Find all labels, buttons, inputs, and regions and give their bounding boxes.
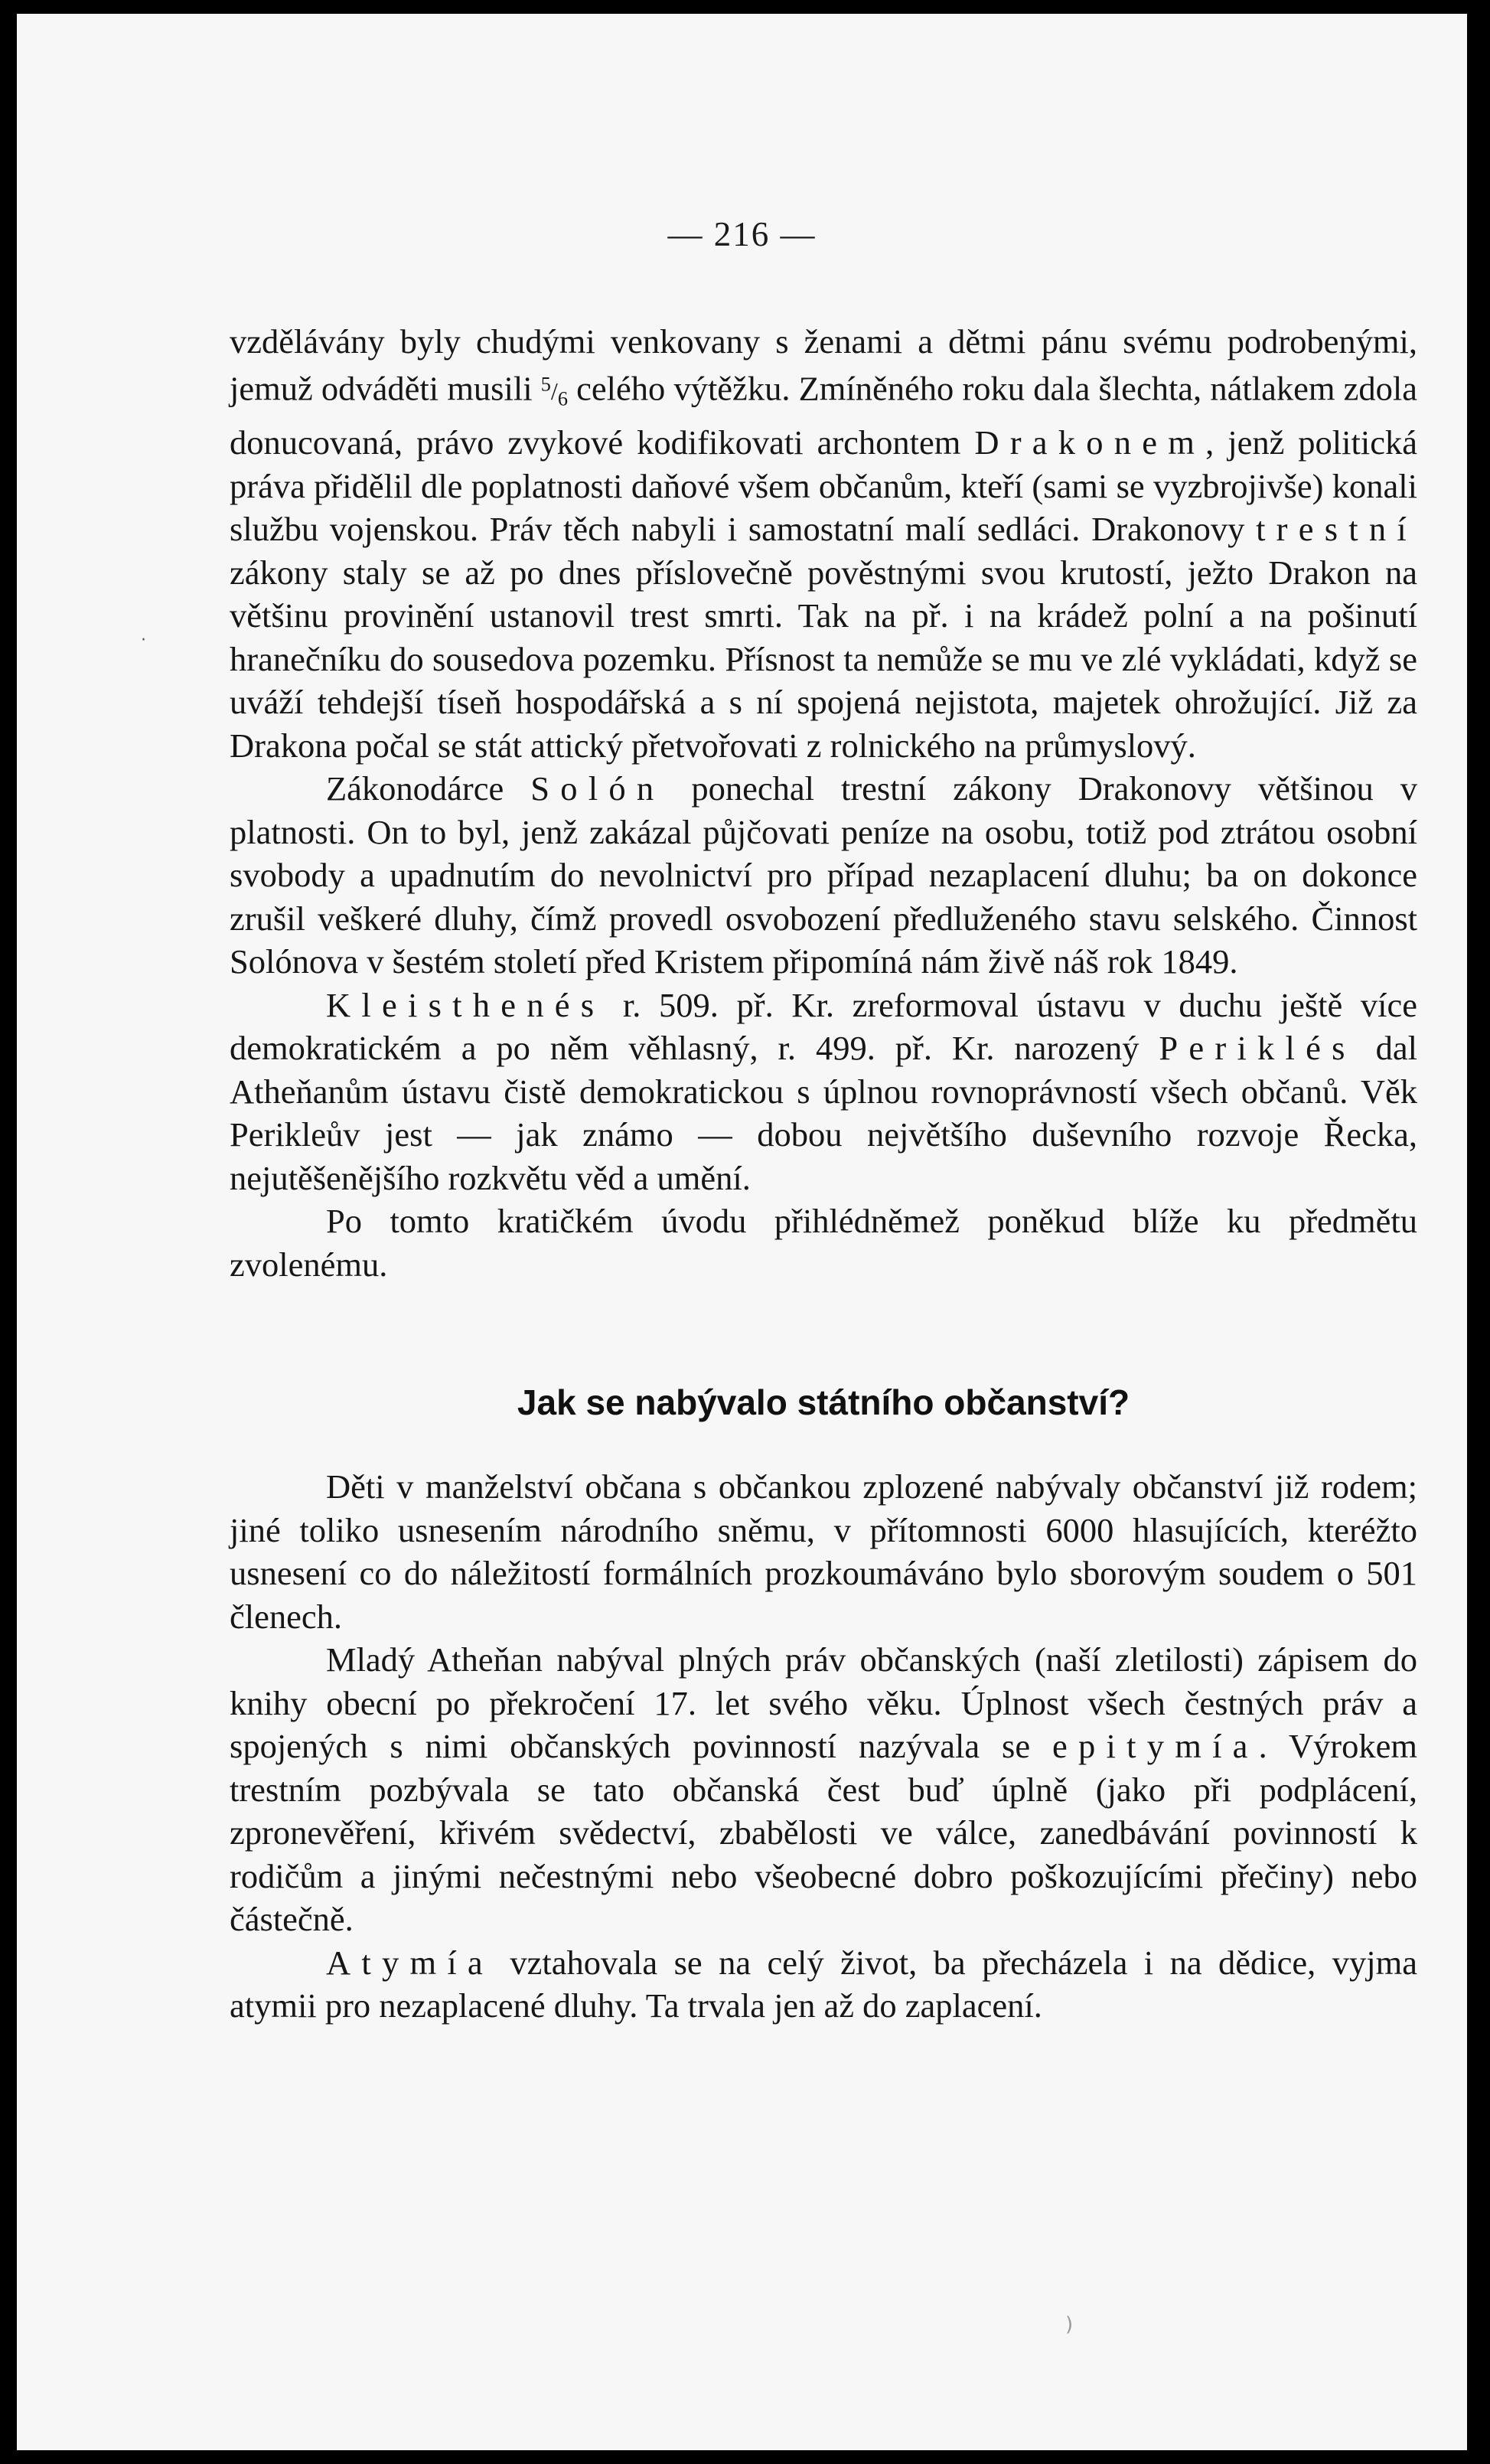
text-run: zákony staly se až po dnes příslovečně pověstnými svou krutostí, ježto Drakon na většinu provinění ustanovil trest smrti. Tak na př. i na krádež polní a na pošinutí hranečníku do sousedova pozemku. Přísnost ta nemůže se mu ve zlé vykládati, když se uváží tehdejší tíseň hospodářská a s ní spojená nejistota, majetek ohrožující. Již za Drakona počal se stát attický přetvořovati z rolnického na průmyslový. — [230, 553, 1417, 765]
fraction: $^5/_6$ — [540, 373, 568, 410]
paragraph-4 — [230, 1199, 1417, 1286]
paragraph-2 — [230, 767, 1417, 984]
paragraph-1 — [230, 320, 1417, 767]
margin-speck: ) — [1065, 2313, 1074, 2336]
spaced-word-atymia: Atymía — [326, 1943, 494, 1982]
section-heading: Jak se nabývalo státního občanství? — [517, 1382, 1130, 1423]
text-run: r. 509. př. Kr. zreformoval ústavu v duchu ještě více demokratickém a po něm věhlasný, r. 499. př. Kr. narozený — [230, 985, 1417, 1068]
text-run: Po tomto kratičkém úvodu přihlédněmež poněkud blíže ku předmětu zvolenému. — [230, 1202, 1417, 1284]
body-text — [230, 320, 1417, 2028]
fraction-denominator: 6 — [557, 387, 568, 410]
paragraph-6 — [230, 1638, 1417, 1941]
spaced-word-epitymia: epitymía — [1052, 1727, 1259, 1766]
spaced-name-drakon: Drakonem — [974, 423, 1206, 462]
paragraph-7 — [230, 1941, 1417, 2028]
text-run: vzdělávány byly chudými venkovany s ženami a dětmi pánu svému podrobenými, jemuž odváděti musili — [230, 322, 1417, 408]
spaced-name-perikles: Periklés — [1159, 1029, 1356, 1068]
book-page — [17, 14, 1467, 2450]
fraction-numerator: 5 — [540, 373, 551, 396]
text-run: , jenž politická práva přidělil dle poplatnosti daňové všem občanům, kteří (sami se vyzbrojivše) konali službu vojenskou. Práv těch nabyli i samostatní malí sedláci. Drakonovy — [230, 423, 1417, 549]
margin-speck: · — [141, 631, 146, 650]
paragraph-5 — [230, 1465, 1417, 1638]
text-run: celého výtěžku. Zmíněného roku dala šlechta, nátlakem zdola donucovaná, právo zvykové kodifikovati archontem — [230, 369, 1418, 462]
page-number: — 216 — — [667, 215, 817, 253]
text-run: Zákonodárce — [326, 769, 531, 808]
text-run: ponechal trestní zákony Drakonovy většinou v platnosti. On to byl, jenž zakázal půjčovati peníze na osobu, totiž pod ztrátou osobní svobody a upadnutím do nevolnictví pro případ nezaplacení dluhu; ba on dokonce zrušil veškeré dluhy, čímž provedl osvobození předluženého stavu selského. Činnost Solónova v šestém století před Kristem připomíná nám živě náš rok 1849. — [230, 769, 1417, 981]
text-run: . Výrokem trestním pozbývala se tato občanská čest buď úplně (jako při podplácení, zpronevěření, křivém svědectví, zbabělosti ve válce, zanedbávání povinností k rodičům a jinými nečestnými nebo všeobecné dobro poškozujícími přečiny) nebo částečně. — [230, 1727, 1417, 1939]
text-run: vztahovala se na celý život, ba přecházela i na dědice, vyjma atymii pro nezaplacené dluhy. Ta trvala jen až do zaplacení. — [230, 1943, 1417, 2025]
spaced-name-solon: Solón — [530, 769, 665, 808]
spaced-name-kleisthenes: Kleisthenés — [326, 985, 605, 1024]
spaced-word-trestni: trestní — [1256, 510, 1417, 549]
paragraph-3 — [230, 984, 1417, 1200]
text-run: dal Atheňanům ústavu čistě demokratickou s úplnou rovnoprávností všech občanů. Věk Perikleův jest — jak známo — dobou největšího duševního rozvoje Řecka, nejutěšenějšího rozkvětu věd a umění. — [230, 1029, 1417, 1197]
text-run: Děti v manželství občana s občankou zplozené nabývaly občanství již rodem; jiné toliko usnesením národního sněmu, v přítomnosti 6000 hlasujících, kteréžto usnesení co do náležitostí formálních prozkoumáváno bylo sborovým soudem o 501 členech. — [230, 1467, 1417, 1636]
text-run: Mladý Atheňan nabýval plných práv občanských (naší zletilosti) zápisem do knihy obecní po překročení 17. let svého věku. Úplnost všech čestných práv a spojených s nimi občanských povinností nazývala se — [230, 1640, 1417, 1766]
